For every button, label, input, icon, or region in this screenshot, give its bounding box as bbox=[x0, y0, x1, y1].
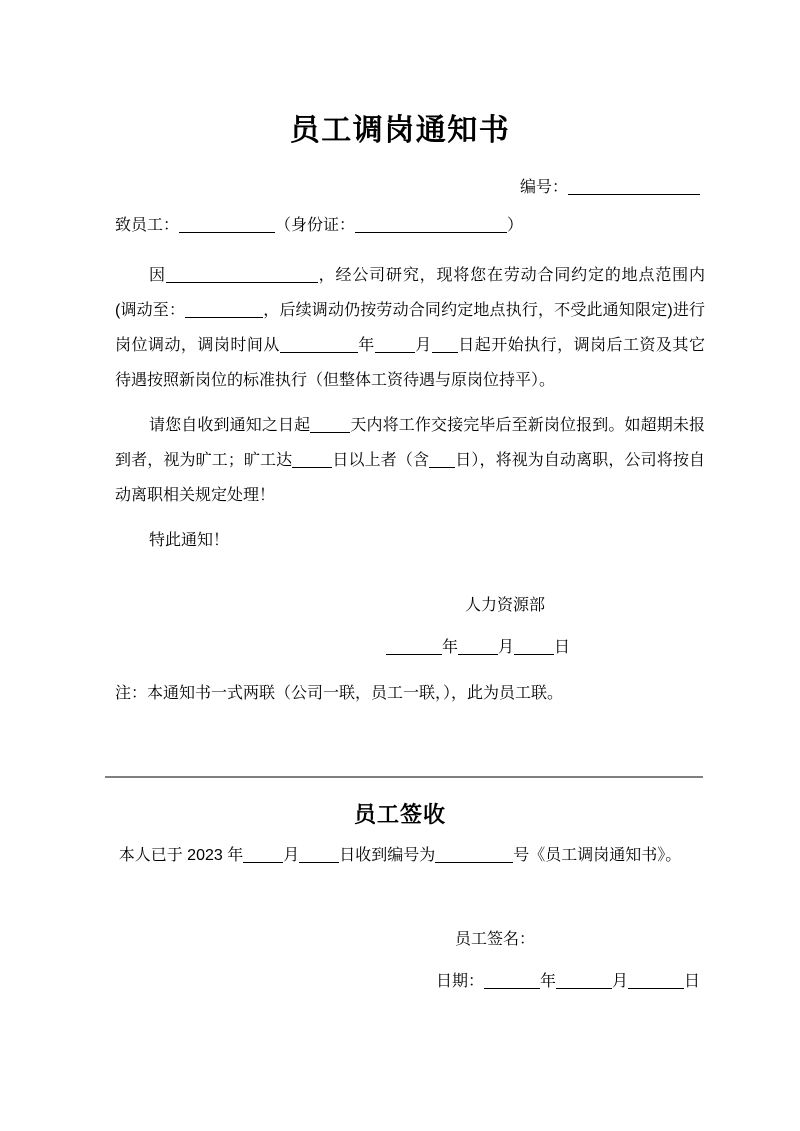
section-divider bbox=[105, 776, 703, 778]
p1-seg-3: ，后续调动仍按劳动合同约定地点执行，不受此通知限定)进行岗位调动，调岗时间从 bbox=[115, 302, 705, 354]
receipt-seg-1: 本人已于 2023 年 bbox=[118, 847, 244, 864]
p2-seg-1: 请您自收到通知之日起 bbox=[149, 417, 311, 434]
serial-number-label: 编号： bbox=[519, 179, 568, 196]
receipt-section-title: 员工签收 bbox=[353, 802, 446, 827]
employee-signature-label: 员工签名： bbox=[454, 931, 535, 948]
receipt-seg-3: 日收到编号为 bbox=[339, 847, 436, 864]
employee-day-label: 日 bbox=[683, 973, 700, 990]
paragraph-closing-notice: 特此通知！ bbox=[149, 532, 230, 549]
employee-name-blank[interactable] bbox=[179, 218, 275, 233]
employee-year-label: 年 bbox=[539, 973, 556, 990]
issue-year-blank[interactable] bbox=[386, 640, 442, 655]
addressee-close-paren: ） bbox=[507, 217, 524, 234]
receipt-month-blank[interactable] bbox=[243, 848, 283, 863]
absence-days-blank[interactable] bbox=[292, 453, 332, 468]
document-body bbox=[115, 258, 705, 558]
footnote-copies: 注：本通知书一式两联（公司一联，员工一联，），此为员工联。 bbox=[115, 685, 564, 702]
serial-number-line bbox=[0, 174, 800, 197]
transfer-day-blank[interactable] bbox=[432, 338, 458, 353]
p1-seg-2: ，经公司研究，现将您在劳动合同约定的地点范围内(调动至： bbox=[115, 267, 705, 319]
issue-day-blank[interactable] bbox=[514, 640, 554, 655]
transfer-location-blank[interactable] bbox=[185, 303, 263, 318]
report-days-blank[interactable] bbox=[310, 418, 350, 433]
serial-number-blank[interactable] bbox=[568, 180, 700, 195]
addressee-label: 致员工： bbox=[115, 217, 180, 234]
id-card-blank[interactable] bbox=[355, 218, 507, 233]
page-title: 员工调岗通知书 bbox=[289, 114, 511, 147]
transfer-month-blank[interactable] bbox=[375, 338, 415, 353]
employee-month-blank[interactable] bbox=[556, 974, 612, 989]
employee-date-label: 日期： bbox=[435, 973, 484, 990]
employee-month-label: 月 bbox=[611, 973, 628, 990]
p2-seg-3: 日以上者（含 bbox=[332, 452, 430, 469]
p1-seg-4: 年 bbox=[357, 337, 375, 354]
transfer-year-blank[interactable] bbox=[280, 338, 358, 353]
issue-month-label: 月 bbox=[497, 639, 514, 656]
issuing-date-line bbox=[0, 634, 800, 657]
issue-month-blank[interactable] bbox=[458, 640, 498, 655]
receipt-day-blank[interactable] bbox=[299, 848, 339, 863]
p2-seg-4: 日），将视为自动离职，公司将按自动离职相关规定处理！ bbox=[115, 452, 705, 504]
addressee-line bbox=[115, 212, 523, 235]
issuing-department: 人力资源部 bbox=[464, 597, 545, 614]
id-card-label: （身份证： bbox=[275, 217, 356, 234]
receipt-serial-blank[interactable] bbox=[435, 848, 513, 863]
p1-seg-5: 月 bbox=[414, 337, 432, 354]
issue-year-label: 年 bbox=[441, 639, 458, 656]
paragraph-reporting-deadline bbox=[115, 408, 705, 513]
issue-day-label: 日 bbox=[553, 639, 570, 656]
p1-seg-1: 因 bbox=[149, 267, 166, 284]
employee-date-line bbox=[0, 968, 800, 991]
receipt-statement bbox=[0, 842, 800, 865]
p1-seg-6: 日起开始执行，调岗后工资及其它待遇按照新岗位的标准执行（但整体工资待遇与原岗位持平）。 bbox=[115, 337, 705, 389]
employee-day-blank[interactable] bbox=[628, 974, 684, 989]
receipt-seg-4: 号《员工调岗通知书》。 bbox=[513, 847, 682, 864]
transfer-reason-blank[interactable] bbox=[166, 268, 318, 283]
receipt-seg-2: 月 bbox=[283, 847, 300, 864]
paragraph-transfer-details bbox=[115, 258, 705, 398]
absence-days-inclusive-blank[interactable] bbox=[429, 453, 455, 468]
p2-seg-2: 天内将工作交接完毕后至新岗位报到。如超期未报到者，视为旷工；旷工达 bbox=[115, 417, 705, 469]
employee-year-blank[interactable] bbox=[484, 974, 540, 989]
